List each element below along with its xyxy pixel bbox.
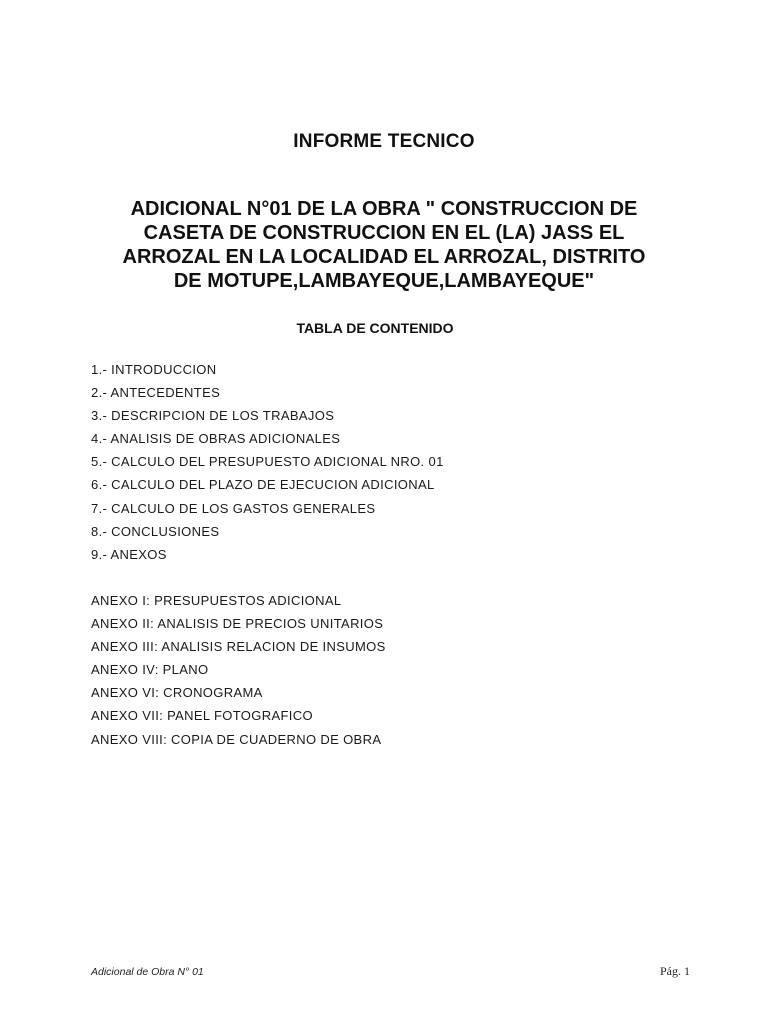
toc-item: 3.- DESCRIPCION DE LOS TRABAJOS <box>91 408 335 424</box>
table-of-contents <box>91 361 444 569</box>
toc-item: 5.- CALCULO DEL PRESUPUESTO ADICIONAL NRO. 01 <box>91 454 444 470</box>
annex-item: ANEXO I: PRESUPUESTOS ADICIONAL <box>91 593 342 608</box>
report-subject <box>80 197 688 293</box>
toc-item: 8.- CONCLUSIONES <box>91 523 220 539</box>
footer-document-label: Adicional de Obra N° 01 <box>91 966 204 978</box>
toc-item: 6.- CALCULO DEL PLAZO DE EJECUCION ADICIONAL <box>91 477 435 493</box>
footer-page-number: Pág. 1 <box>660 964 690 978</box>
report-title: INFORME TECNICO <box>293 131 475 152</box>
annex-item: ANEXO II: ANALISIS DE PRECIOS UNITARIOS <box>91 616 384 632</box>
annex-item: ANEXO III: ANALISIS RELACION DE INSUMOS <box>91 639 386 655</box>
toc-item: 7.- CALCULO DE LOS GASTOS GENERALES <box>91 500 376 516</box>
toc-item: 9.- ANEXOS <box>91 546 167 562</box>
annex-item: ANEXO VIII: COPIA DE CUADERNO DE OBRA <box>91 731 382 747</box>
toc-heading: TABLA DE CONTENIDO <box>296 320 454 336</box>
toc-item: 1.- INTRODUCCION <box>91 362 217 377</box>
annex-item: ANEXO VI: CRONOGRAMA <box>91 685 263 701</box>
subject-line: ARROZAL EN LA LOCALIDAD EL ARROZAL, DISTRITO <box>122 246 646 268</box>
subject-line: CASETA DE CONSTRUCCION EN EL (LA) JASS EL <box>143 222 625 244</box>
annex-item: ANEXO IV: PLANO <box>91 662 209 678</box>
annex-item: ANEXO VII: PANEL FOTOGRAFICO <box>91 708 313 724</box>
annex-list <box>91 592 386 754</box>
subject-line: ADICIONAL N°01 DE LA OBRA " CONSTRUCCION DE <box>130 198 638 220</box>
toc-item: 4.- ANALISIS DE OBRAS ADICIONALES <box>91 431 341 447</box>
subject-line: DE MOTUPE,LAMBAYEQUE,LAMBAYEQUE" <box>173 270 595 292</box>
toc-item: 2.- ANTECEDENTES <box>91 385 221 401</box>
